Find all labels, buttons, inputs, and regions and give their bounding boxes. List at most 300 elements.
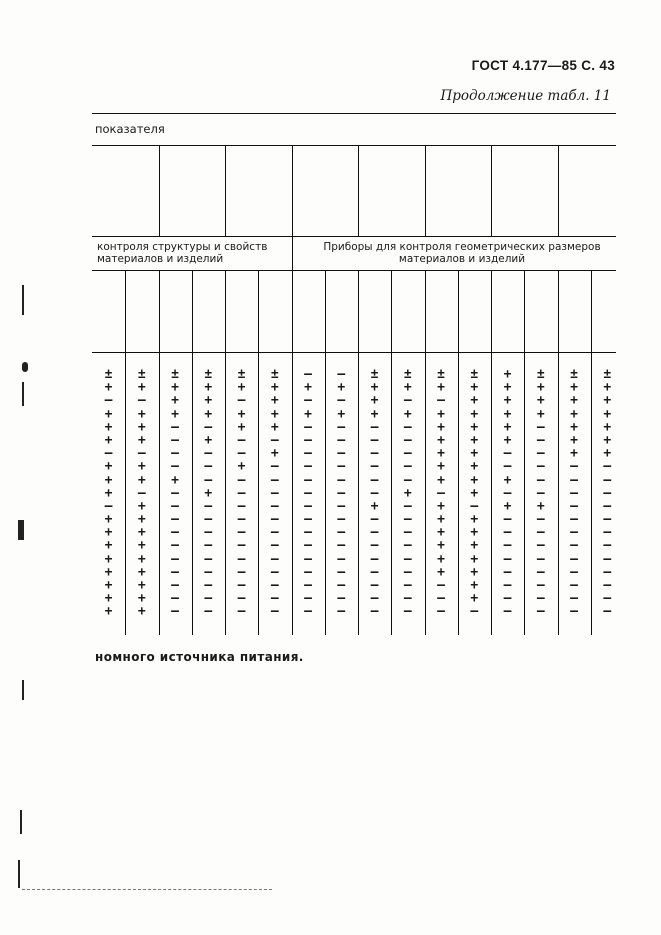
table-cell: — xyxy=(403,419,412,435)
table-cell: + xyxy=(104,604,113,620)
table-cell: — xyxy=(270,525,279,541)
table-column xyxy=(159,368,192,619)
table-cell: — xyxy=(304,551,312,567)
table-cell: — xyxy=(536,551,545,567)
table-cell: + xyxy=(403,485,412,501)
table-cell: — xyxy=(370,578,379,593)
table-cell: — xyxy=(237,498,246,514)
table-cell: — xyxy=(237,393,246,409)
table-cell: + xyxy=(470,446,479,462)
type-label xyxy=(501,276,515,348)
scan-mark xyxy=(22,362,28,372)
table-cell: — xyxy=(304,604,312,620)
table-cell: + xyxy=(137,551,146,567)
table-cell: — xyxy=(603,604,612,620)
scan-mark xyxy=(22,680,24,700)
table-cell: + xyxy=(204,393,213,409)
type-label xyxy=(268,276,282,348)
table-cell: + xyxy=(470,432,479,448)
table-cell: ± xyxy=(536,367,545,382)
table-cell: + xyxy=(237,406,246,422)
table-cell: — xyxy=(370,551,379,567)
doc-label xyxy=(563,150,619,232)
table-cell: + xyxy=(503,406,512,422)
table-cell: ± xyxy=(237,367,246,382)
type-label xyxy=(435,276,449,348)
table-cell: — xyxy=(603,525,612,541)
table-cell: — xyxy=(104,498,113,514)
table-cell: + xyxy=(437,525,445,541)
table-cell: — xyxy=(403,604,412,620)
table-cell: — xyxy=(104,393,113,409)
table-cell: + xyxy=(171,380,179,396)
type-label xyxy=(335,276,349,348)
table-column xyxy=(125,368,158,619)
table-cell: + xyxy=(603,419,612,435)
table-cell: + xyxy=(536,380,545,396)
table-cell: — xyxy=(337,591,346,607)
table-cell: + xyxy=(503,472,512,488)
table-cell: ± xyxy=(470,367,479,382)
table-cell: — xyxy=(304,578,312,593)
scan-mark xyxy=(22,382,24,406)
table-cell: + xyxy=(536,393,545,409)
table-cell: + xyxy=(104,564,113,580)
table-column xyxy=(591,368,624,619)
doc-divider xyxy=(159,145,160,236)
table-cell: — xyxy=(570,472,578,488)
table-cell: + xyxy=(104,485,113,501)
table-cell: — xyxy=(204,538,213,554)
table-cell: — xyxy=(337,472,346,488)
table-cell: — xyxy=(403,538,412,554)
table-cell: — xyxy=(536,525,545,541)
table-cell: + xyxy=(470,525,479,541)
table-cell: + xyxy=(470,591,479,607)
table-cell: — xyxy=(171,459,179,475)
table-cell: + xyxy=(270,406,279,422)
table-cell: — xyxy=(270,432,279,448)
table-cell: — xyxy=(536,578,545,593)
table-cell: — xyxy=(570,525,578,541)
table-cell: — xyxy=(370,538,379,554)
table-cell: + xyxy=(104,591,113,607)
scan-mark xyxy=(18,860,20,888)
scan-mark xyxy=(20,810,22,834)
type-label xyxy=(135,276,149,348)
table-column xyxy=(358,368,391,619)
table-cell: — xyxy=(204,472,213,488)
type-label xyxy=(302,276,316,348)
table-cell: — xyxy=(171,604,179,620)
table-cell: — xyxy=(403,551,412,567)
table-cell: — xyxy=(204,446,213,462)
table-column xyxy=(292,368,325,619)
table-cell: — xyxy=(171,485,179,501)
table-cell: — xyxy=(503,578,512,593)
table-cell: + xyxy=(570,419,578,435)
table-cell: + xyxy=(270,380,279,396)
table-cell: — xyxy=(536,604,545,620)
table-cell: — xyxy=(204,591,213,607)
scan-mark xyxy=(22,285,24,315)
table-cell: — xyxy=(536,485,545,501)
table-cell: — xyxy=(204,525,213,541)
table-cell: — xyxy=(570,512,578,528)
table-cell: — xyxy=(137,446,146,462)
table-cell: + xyxy=(137,591,146,607)
rule-group-bottom xyxy=(92,270,616,271)
table-cell: — xyxy=(304,525,312,541)
table-cell: + xyxy=(570,446,578,462)
table-cell: — xyxy=(304,538,312,554)
table-cell: — xyxy=(104,446,113,462)
table-cell: + xyxy=(470,578,479,593)
table-cell: — xyxy=(536,432,545,448)
table-cell: + xyxy=(104,380,113,396)
table-cell: — xyxy=(337,446,346,462)
page-reference: ГОСТ 4.177—85 С. 43 xyxy=(471,58,615,73)
table-cell: — xyxy=(237,472,246,488)
table-cell: — xyxy=(437,591,445,607)
table-cell: + xyxy=(437,564,445,580)
table-cell: — xyxy=(304,459,312,475)
table-cell: — xyxy=(403,459,412,475)
table-cell: + xyxy=(403,380,412,396)
table-cell: — xyxy=(137,485,146,501)
table-cell: + xyxy=(270,393,279,409)
table-cell: — xyxy=(536,512,545,528)
table-cell: — xyxy=(304,498,312,514)
table-cell: — xyxy=(370,419,379,435)
table-cell: + xyxy=(137,472,146,488)
table-cell: — xyxy=(204,604,213,620)
table-cell: — xyxy=(503,446,512,462)
table-cell: + xyxy=(337,380,346,396)
scan-dashed-edge xyxy=(22,889,272,890)
table-cell: — xyxy=(237,512,246,528)
table-cell: — xyxy=(403,578,412,593)
table-cell: — xyxy=(536,459,545,475)
table-continuation-caption: Продолжение табл. 11 xyxy=(440,88,611,104)
table-cell: — xyxy=(603,472,612,488)
table-cell: ± xyxy=(403,367,412,382)
table-cell: — xyxy=(403,446,412,462)
table-cell: — xyxy=(570,538,578,554)
table-cell: — xyxy=(270,578,279,593)
table-cell: — xyxy=(603,591,612,607)
table-cell: — xyxy=(603,578,612,593)
table-cell: + xyxy=(171,393,179,409)
doc-divider xyxy=(425,145,426,236)
table-cell: — xyxy=(437,578,445,593)
table-cell: — xyxy=(503,551,512,567)
table-cell: — xyxy=(370,525,379,541)
table-cell: — xyxy=(270,498,279,514)
table-cell: — xyxy=(237,604,246,620)
table-cell: — xyxy=(304,419,312,435)
table-cell: — xyxy=(337,578,346,593)
table-cell: — xyxy=(171,564,179,580)
table-cell: + xyxy=(104,512,113,528)
table-cell: — xyxy=(437,393,445,409)
table-cell: ± xyxy=(270,367,279,382)
table-column xyxy=(92,368,125,619)
doc-divider xyxy=(558,145,559,236)
table-cell: — xyxy=(171,538,179,554)
table-cell: — xyxy=(570,551,578,567)
table-column xyxy=(258,368,291,619)
table-cell: + xyxy=(503,432,512,448)
table-cell: + xyxy=(470,551,479,567)
table-cell: — xyxy=(337,367,346,382)
table-cell: ± xyxy=(370,367,379,382)
table-cell: — xyxy=(337,498,346,514)
table-cell: — xyxy=(603,459,612,475)
table-cell: — xyxy=(536,538,545,554)
table-cell: — xyxy=(237,551,246,567)
table-cell: + xyxy=(470,485,479,501)
table-cell: + xyxy=(470,459,479,475)
table-cell: — xyxy=(171,446,179,462)
table-cell: — xyxy=(171,512,179,528)
table-cell: + xyxy=(270,419,279,435)
table-cell: + xyxy=(137,419,146,435)
table-cell: — xyxy=(270,472,279,488)
table-cell: + xyxy=(437,512,445,528)
table-cell: + xyxy=(437,538,445,554)
table-cell: + xyxy=(237,459,246,475)
table-cell: + xyxy=(270,446,279,462)
table-cell: + xyxy=(503,380,512,396)
table-cell: — xyxy=(304,472,312,488)
table-cell: ± xyxy=(570,367,578,382)
scan-mark xyxy=(18,520,24,540)
table-cell: — xyxy=(536,564,545,580)
table-cell: — xyxy=(204,512,213,528)
table-cell: — xyxy=(337,564,346,580)
table-cell: — xyxy=(270,604,279,620)
table-cell: — xyxy=(171,525,179,541)
table-cell: + xyxy=(437,406,445,422)
table-cell: + xyxy=(370,380,379,396)
table-cell: — xyxy=(237,578,246,593)
table-cell: + xyxy=(204,485,213,501)
table-cell: — xyxy=(403,393,412,409)
table-cell: + xyxy=(370,393,379,409)
table-cell: + xyxy=(104,432,113,448)
table-cell: + xyxy=(437,419,445,435)
table-cell: — xyxy=(171,498,179,514)
table-cell: — xyxy=(570,591,578,607)
table-cell: — xyxy=(403,564,412,580)
table-cell: — xyxy=(304,485,312,501)
table-cell: — xyxy=(304,393,312,409)
table-cell: + xyxy=(570,406,578,422)
table-cell: + xyxy=(137,432,146,448)
table-column xyxy=(425,368,458,619)
head-fragment: показателя xyxy=(95,122,165,136)
type-label xyxy=(102,276,116,348)
table-cell: + xyxy=(603,446,612,462)
table-column xyxy=(391,368,424,619)
table-cell: — xyxy=(536,472,545,488)
table-cell: + xyxy=(470,393,479,409)
table-cell: + xyxy=(204,432,213,448)
table-cell: + xyxy=(304,380,312,396)
table-column xyxy=(491,368,524,619)
table-cell: — xyxy=(270,538,279,554)
table-cell: — xyxy=(536,446,545,462)
table-cell: — xyxy=(304,591,312,607)
table-cell: + xyxy=(337,406,346,422)
table-cell: + xyxy=(470,380,479,396)
table-cell: + xyxy=(137,380,146,396)
table-cell: + xyxy=(104,459,113,475)
table-cell: + xyxy=(104,538,113,554)
table-cell: — xyxy=(570,604,578,620)
table-cell: + xyxy=(437,459,445,475)
table-cell: + xyxy=(304,406,312,422)
doc-label xyxy=(430,150,486,232)
table-cell: — xyxy=(337,459,346,475)
table-cell: + xyxy=(237,419,246,435)
doc-label xyxy=(230,150,286,232)
table-cell: + xyxy=(437,432,445,448)
table-cell: — xyxy=(304,512,312,528)
table-cell: — xyxy=(503,525,512,541)
table-cell: — xyxy=(570,498,578,514)
table-cell: — xyxy=(337,485,346,501)
table-cell: — xyxy=(370,459,379,475)
table-cell: — xyxy=(370,432,379,448)
table-cell: + xyxy=(603,406,612,422)
table-cell: — xyxy=(337,551,346,567)
table-cell: — xyxy=(204,459,213,475)
table-cell: + xyxy=(437,380,445,396)
table-cell: + xyxy=(104,472,113,488)
table-cell: — xyxy=(171,551,179,567)
table-cell: — xyxy=(337,393,346,409)
table-cell: — xyxy=(270,551,279,567)
table-cell: + xyxy=(104,551,113,567)
table-cell: + xyxy=(470,564,479,580)
table-top-rule xyxy=(92,113,616,114)
table-cell: + xyxy=(603,380,612,396)
type-label xyxy=(401,276,415,348)
table-cell: — xyxy=(603,538,612,554)
table-cell: ± xyxy=(137,367,146,382)
table-cell: — xyxy=(237,432,246,448)
table-cell: — xyxy=(204,564,213,580)
table-cell: + xyxy=(470,538,479,554)
table-cell: + xyxy=(536,406,545,422)
table-cell: + xyxy=(570,380,578,396)
table-cell: — xyxy=(403,512,412,528)
table-cell: — xyxy=(503,564,512,580)
table-cell: — xyxy=(603,498,612,514)
table-cell: + xyxy=(437,446,445,462)
table-cell: — xyxy=(304,446,312,462)
table-cell: — xyxy=(337,604,346,620)
table-cell: — xyxy=(403,472,412,488)
table-cell: — xyxy=(204,419,213,435)
table-cell: + xyxy=(137,578,146,593)
type-label xyxy=(534,276,548,348)
table-cell: + xyxy=(603,393,612,409)
table-cell: + xyxy=(503,419,512,435)
table-cell: + xyxy=(570,393,578,409)
table-cell: — xyxy=(536,591,545,607)
table-cell: — xyxy=(603,512,612,528)
table-cell: — xyxy=(337,419,346,435)
table-cell: + xyxy=(370,498,379,514)
table-cell: — xyxy=(337,432,346,448)
table-cell: — xyxy=(603,564,612,580)
table-cell: ± xyxy=(437,367,445,382)
doc-label xyxy=(496,150,552,232)
table-cell: — xyxy=(237,485,246,501)
table-cell: — xyxy=(370,591,379,607)
table-cell: + xyxy=(104,525,113,541)
table-cell: + xyxy=(470,419,479,435)
table-cell: — xyxy=(437,485,445,501)
table-cell: + xyxy=(370,406,379,422)
table-cell: + xyxy=(204,406,213,422)
table-cell: + xyxy=(403,406,412,422)
table-cell: + xyxy=(137,459,146,475)
table-cell: + xyxy=(104,578,113,593)
table-cell: + xyxy=(204,380,213,396)
table-cell: — xyxy=(171,578,179,593)
rule-docs-top xyxy=(92,145,616,146)
type-label xyxy=(601,276,615,348)
table-cell: + xyxy=(137,406,146,422)
table-column xyxy=(325,368,358,619)
table-cell: — xyxy=(570,459,578,475)
table-cell: — xyxy=(171,419,179,435)
table-cell: + xyxy=(171,406,179,422)
table-cell: + xyxy=(503,498,512,514)
table-cell: + xyxy=(503,393,512,409)
table-cell: — xyxy=(403,432,412,448)
table-cell: — xyxy=(437,604,445,620)
table-cell: + xyxy=(603,432,612,448)
table-cell: — xyxy=(470,498,479,514)
table-cell: — xyxy=(503,591,512,607)
table-cell: — xyxy=(204,551,213,567)
table-cell: + xyxy=(137,538,146,554)
table-cell: + xyxy=(137,604,146,620)
type-label xyxy=(468,276,482,348)
table-cell: — xyxy=(370,512,379,528)
group-left-label: контроля структуры и свойств материалов и изделий xyxy=(97,241,268,265)
table-cell: — xyxy=(370,564,379,580)
table-cell: — xyxy=(137,393,146,409)
table-cell: — xyxy=(370,604,379,620)
table-cell: — xyxy=(503,485,512,501)
table-cell: — xyxy=(536,419,545,435)
table-cell: — xyxy=(270,512,279,528)
table-cell: + xyxy=(470,512,479,528)
table-cell: — xyxy=(603,485,612,501)
table-cell: + xyxy=(470,406,479,422)
table-cell: + xyxy=(536,498,545,514)
table-cell: + xyxy=(104,406,113,422)
table-column xyxy=(458,368,491,619)
group-right-label: Приборы для контроля геометрических размеров материалов и изделий xyxy=(323,241,601,265)
type-label xyxy=(169,276,183,348)
